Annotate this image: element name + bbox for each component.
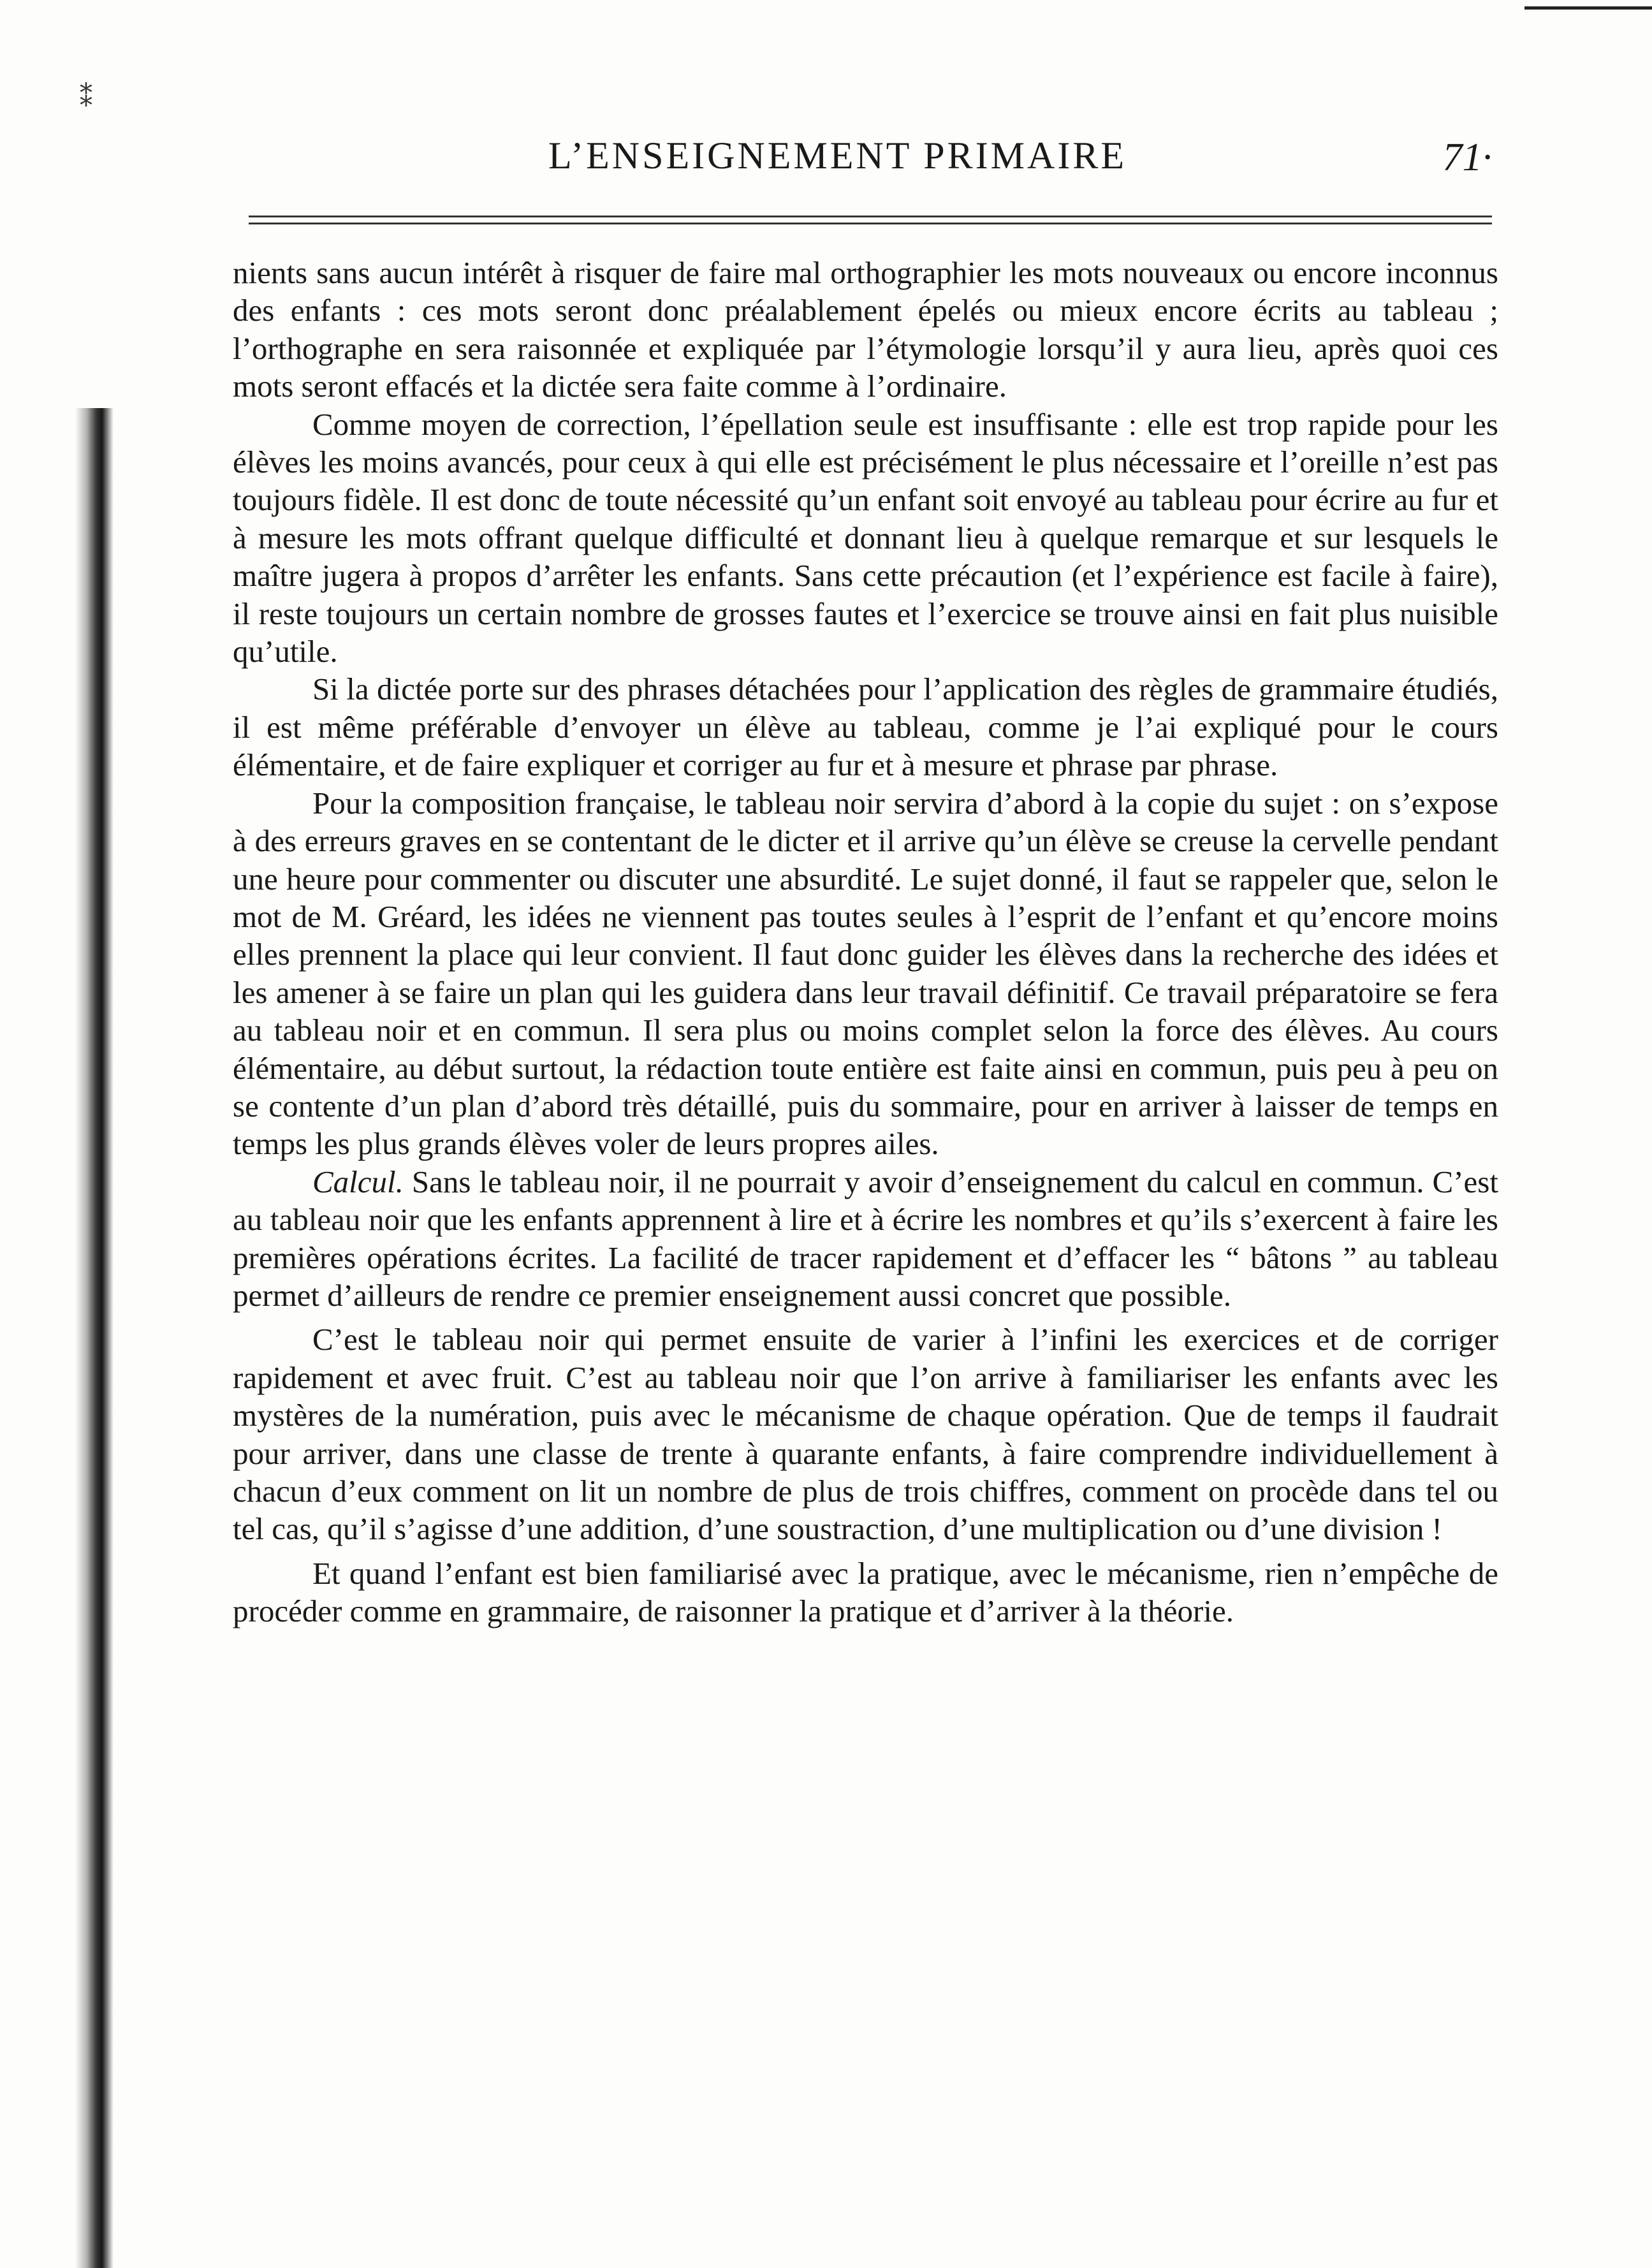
paragraph-text: Comme moyen de correction, l’épellation seule est insuffisante : elle est trop rapide pour les élèves les moins avancés, pour ceux à qui elle est précisément le plus nécessaire et l’oreille n’est pas toujours fidèle. Il est donc de toute nécessité qu’un enfant soit envoyé au tableau pour écrire au fur et à mesure les mots offrant quelque difficulté et donnant lieu à quelque remarque et sur lesquels le maître jugera à propos d’arrêter les enfants. Sans cette précaution (et l’expérience est facile à faire), il reste toujours un certain nombre de grosses fautes et l’exercice se trouve ainsi en fait plus nuisible qu’utile.: [233, 406, 1498, 669]
body-text: [233, 254, 1498, 1630]
margin-mark: ⁑: [80, 84, 92, 112]
paragraph-lead: Calcul.: [312, 1164, 404, 1199]
paragraph: [233, 254, 1498, 406]
paragraph: [233, 406, 1498, 671]
top-edge-rule: [1524, 6, 1652, 10]
paragraph-text: C’est le tableau noir qui permet ensuite de varier à l’infini les exercices et de corriger rapidement et avec fruit. C’est au tableau noir que l’on arrive à familiariser les enfants avec les mystères de la numération, puis avec le mécanisme de chaque opération. Que de temps il faudrait pour arriver, dans une classe de trente à quarante enfants, à faire comprendre individuellement à chacun d’eux comment on lit un nombre de plus de trois chiffres, comment on procède dans tel ou tel cas, qu’il s’agisse d’une addition, d’une soustraction, d’une multiplication ou d’une division !: [233, 1322, 1498, 1547]
running-title: L’ENSEIGNEMENT PRIMAIRE: [548, 135, 1127, 177]
paragraph-text: nients sans aucun intérêt à risquer de faire mal orthographier les mots nouveaux ou encore inconnus des enfants : ces mots seront donc préalablement épelés ou mieux encore écrits au tableau ; l’orthographe en sera raisonnée et expliquée par l’étymologie lorsqu’il y aura lieu, après quoi ces mots seront effacés et la dictée sera faite comme à l’ordinaire.: [233, 255, 1498, 404]
paragraph: [233, 1555, 1498, 1630]
paragraph-text: Sans le tableau noir, il ne pourrait y avoir d’enseignement du calcul en commun. C’est au tableau noir que les enfants apprennent à lire et à écrire les nombres et qu’ils s’exercent à faire les premières opérations écrites. La facilité de tracer rapidement et d’effacer les “ bâtons ” au tableau permet d’ailleurs de rendre ce premier enseignement aussi concret que possible.: [233, 1164, 1498, 1313]
page-number: 71·: [1442, 136, 1492, 179]
running-head: [249, 128, 1492, 185]
header-double-rule: [249, 216, 1492, 224]
paragraph-text: Et quand l’enfant est bien familiarisé avec la pratique, avec le mécanisme, rien n’empêche de procéder comme en grammaire, de raisonner la pratique et d’arriver à la théorie.: [233, 1555, 1498, 1629]
paragraph: [233, 784, 1498, 1163]
paragraph-text: Pour la composition française, le tableau noir servira d’abord à la copie du sujet : on s’expose à des erreurs graves en se contentant de le dicter et il arrive qu’un élève se creuse la cervelle pendant une heure pour commenter ou discuter une absurdité. Le sujet donné, il faut se rappeler que, selon le mot de M. Gréard, les idées ne viennent pas toutes seules à l’esprit de l’enfant et qu’encore moins elles prennent la place qui leur convient. Il faut donc guider les élèves dans la recherche des idées et les amener à se faire un plan qui les guidera dans leur travail définitif. Ce travail préparatoire se fera au tableau noir et en commun. Il sera plus ou moins complet selon la force des élèves. Au cours élémentaire, au début surtout, la rédaction toute entière est faite ainsi en commun, puis peu à peu on se contente d’un plan d’abord très détaillé, puis du sommaire, pour en arriver à laisser de temps en temps les plus grands élèves voler de leurs propres ailes.: [233, 785, 1498, 1162]
paragraph: [233, 1163, 1498, 1315]
paragraph: [233, 670, 1498, 784]
paragraph: [233, 1321, 1498, 1547]
binding-shadow: [75, 408, 113, 2268]
paragraph-text: Si la dictée porte sur des phrases détachées pour l’application des règles de grammaire étudiés, il est même préférable d’envoyer un élève au tableau, comme je l’ai expliqué pour le cours élémentaire, et de faire expliquer et corriger au fur et à mesure et phrase par phrase.: [233, 671, 1498, 783]
